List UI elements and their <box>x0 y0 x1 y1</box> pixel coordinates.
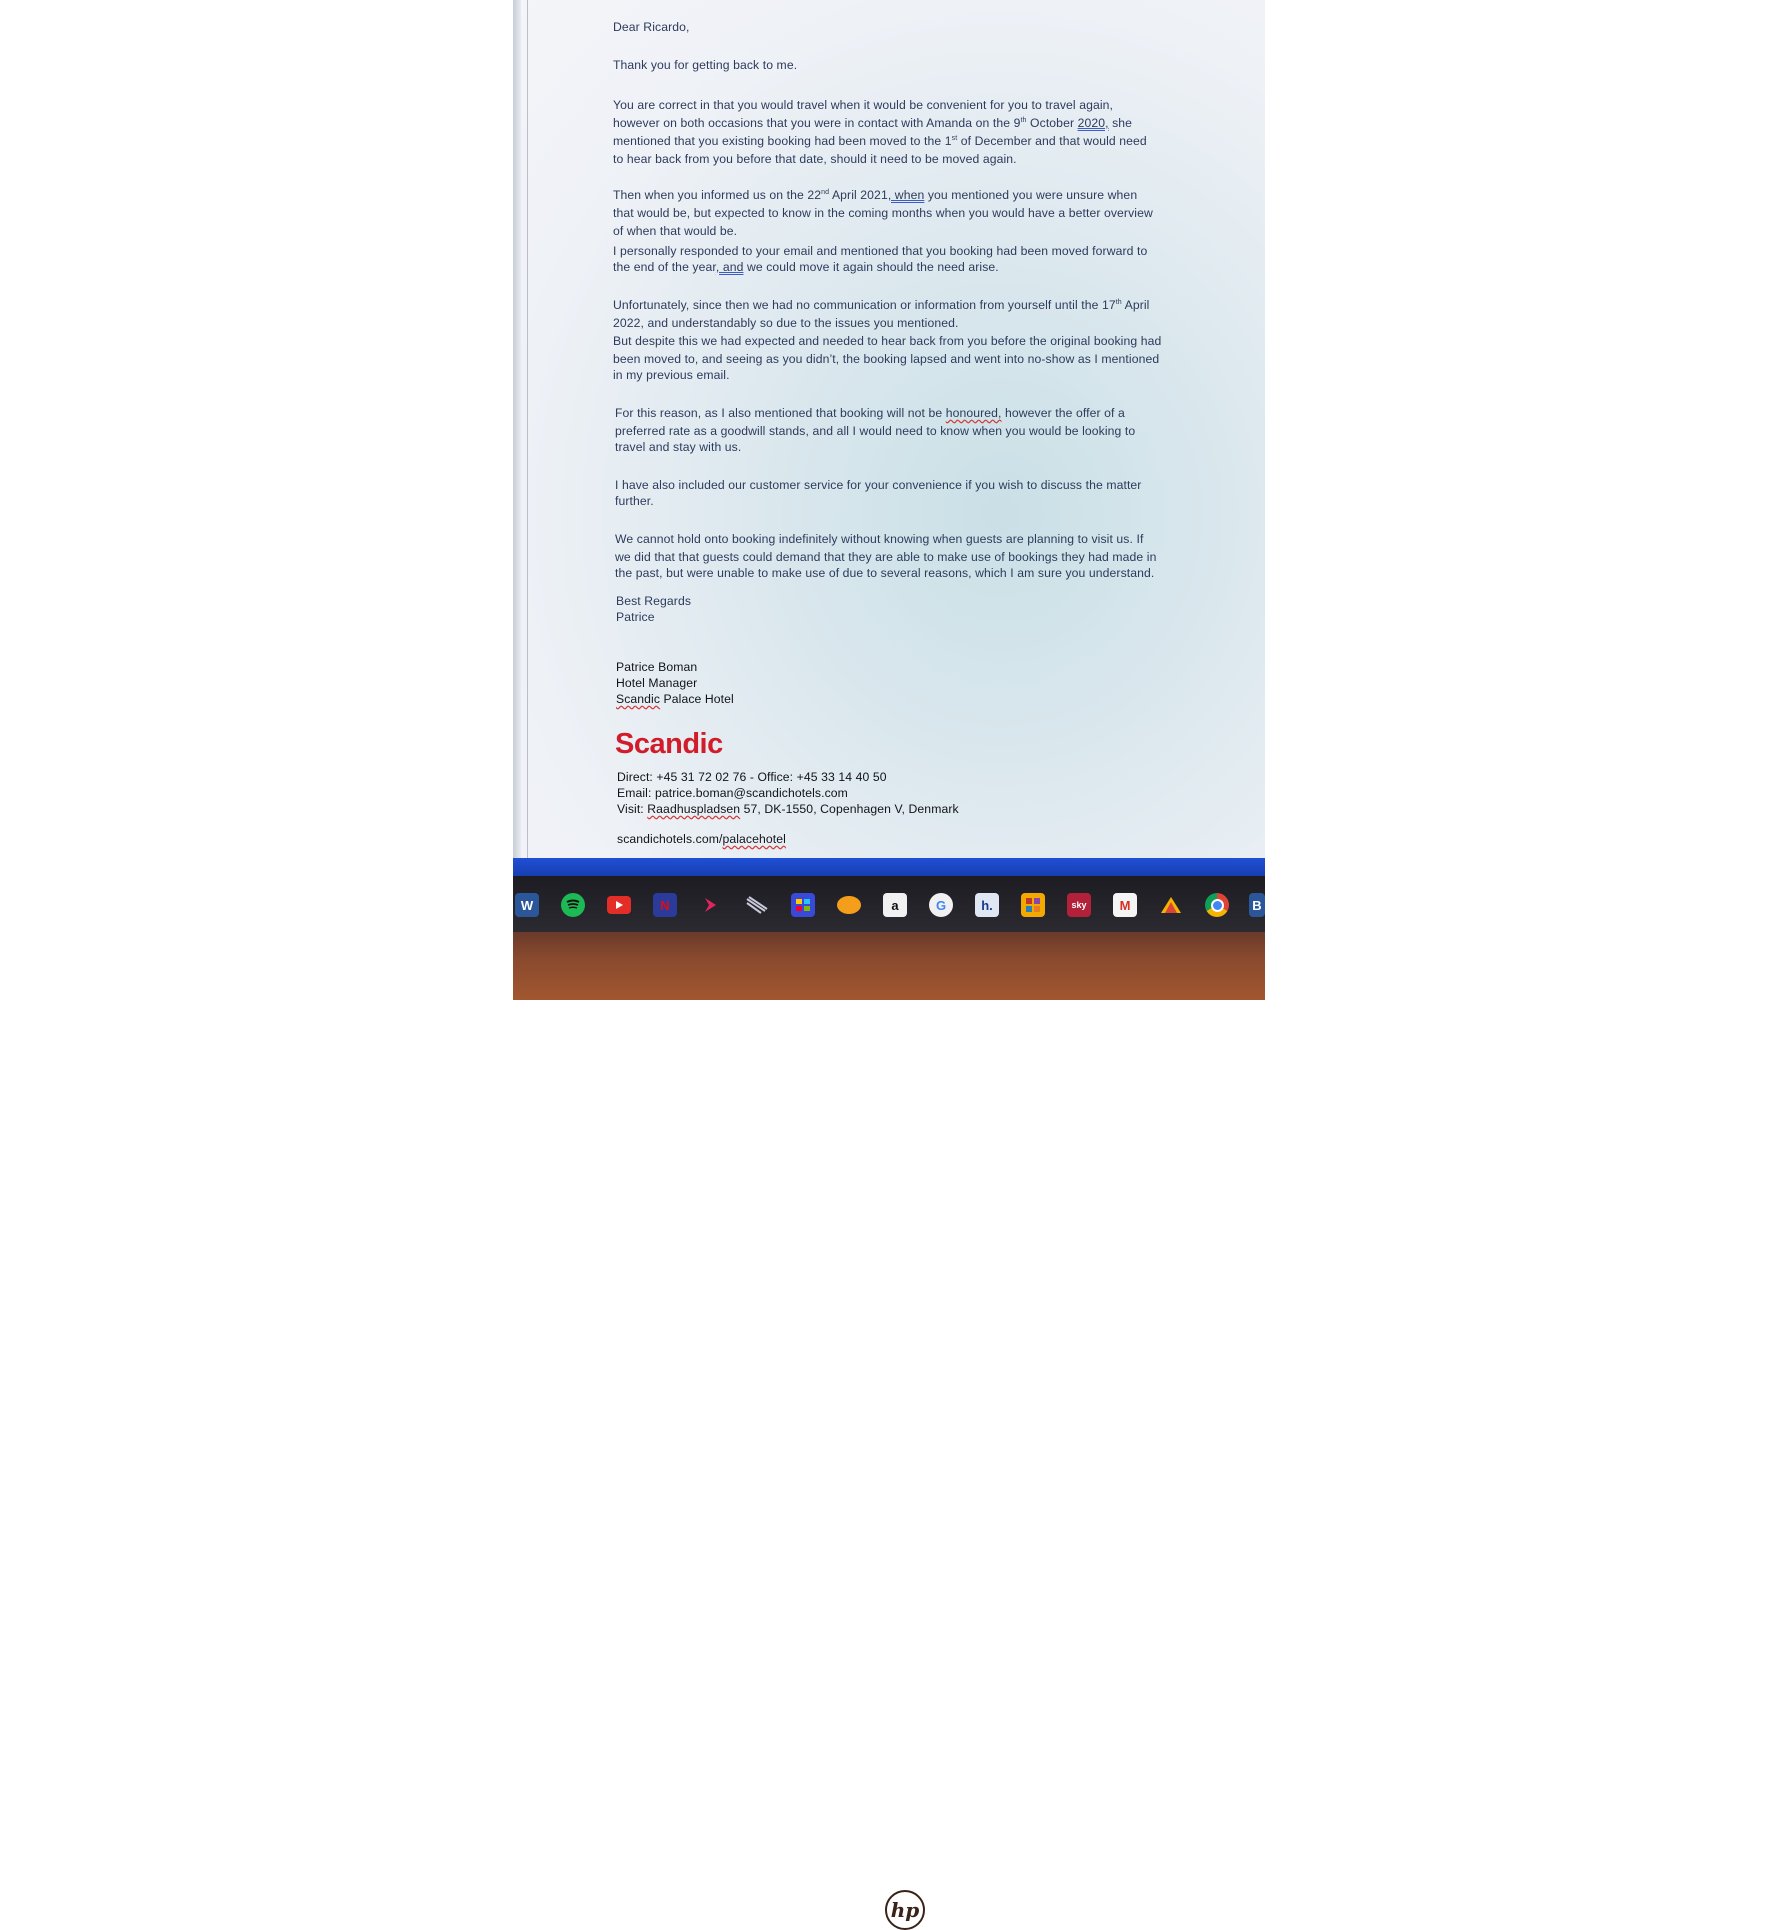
signature-website <box>617 832 786 846</box>
spotify-waves <box>566 899 580 911</box>
google-icon[interactable] <box>929 893 953 917</box>
letter-p2-line-3 <box>613 134 1147 148</box>
gmail-icon-letter: M <box>1119 897 1131 913</box>
letter-p3-line-1 <box>613 188 1137 202</box>
letter-p7-line-2: we did that that guests could demand that they are able to make use of bookings they had made in <box>615 550 1157 564</box>
laptop-bezel <box>513 932 1265 1922</box>
letter-p5-line-3: travel and stay with us. <box>615 440 742 454</box>
app-icon-red[interactable] <box>1159 893 1183 917</box>
text-span: April <box>1121 298 1150 312</box>
chrome-center <box>1211 899 1224 912</box>
letter-paragraph-1: Thank you for getting back to me. <box>613 58 798 72</box>
text-span: however on both occasions that you were in contact with Amanda on the 9 <box>613 116 1021 130</box>
superscript: nd <box>821 188 830 196</box>
app-icon[interactable] <box>699 893 723 917</box>
letter-p5-line-1 <box>615 406 1125 420</box>
letter-greeting: Dear Ricardo, <box>613 20 690 34</box>
letter-p4-line-4: been moved to, and seeing as you didn’t, the booking lapsed and went into no-show as I mentioned <box>613 352 1160 366</box>
gmail-icon[interactable] <box>1113 893 1137 917</box>
amazon-icon-letter: a <box>891 897 899 913</box>
letter-p2-line-2 <box>613 116 1132 130</box>
letter-p4-line-2: 2022, and understandably so due to the issues you mentioned. <box>613 316 959 330</box>
amazon-icon[interactable] <box>883 893 907 917</box>
letter-p7-line-1: We cannot hold onto booking indefinitely without knowing when guests are planning to visit us. If <box>615 532 1144 546</box>
hp-logo-text: hp <box>890 1898 920 1922</box>
google-icon-letter: G <box>935 897 947 913</box>
grid-glyph <box>795 898 811 912</box>
spelling-flag[interactable]: honoured, <box>945 406 1002 420</box>
text-span: For this reason, as I also mentioned that booking will not be <box>615 406 946 420</box>
scandic-logo: Scandic <box>615 728 723 760</box>
signature-email: Email: patrice.boman@scandichotels.com <box>617 786 848 800</box>
text-span: she <box>1108 116 1133 130</box>
superscript: st <box>951 134 958 142</box>
spelling-flag[interactable]: palacehotel <box>722 832 786 846</box>
text-span: of December and that would need <box>957 134 1147 148</box>
text-span: October <box>1026 116 1078 130</box>
hp-logo <box>885 1890 925 1930</box>
signature-name: Patrice Boman <box>616 660 698 674</box>
word-icon-letter: W <box>520 897 534 913</box>
signature-title: Hotel Manager <box>616 676 698 690</box>
grammar-flag[interactable]: , and <box>715 260 744 274</box>
text-span: 57, DK-1550, Copenhagen V, Denmark <box>740 802 959 816</box>
grammar-flag[interactable]: , when <box>887 188 925 202</box>
app-grid-icon[interactable] <box>1021 893 1045 917</box>
play-glyph <box>614 900 624 910</box>
letter-p5-line-2: preferred rate as a goodwill stands, and all I would need to know when you would be looking to <box>615 424 1136 438</box>
letter-closing: Best Regards <box>616 594 692 608</box>
text-span: however the offer of a <box>1001 406 1125 420</box>
photo-of-laptop-screen <box>513 0 1265 1922</box>
netflix-icon-letter: N <box>660 897 670 913</box>
letter-p3-line-5 <box>613 260 999 274</box>
letter-p7-line-3: the past, but were unable to make use of due to several reasons, which I am sure you understand. <box>615 566 1155 580</box>
letter-p3-line-4: I personally responded to your email and mentioned that you booking had been moved forward to <box>613 244 1148 258</box>
text-span: we could move it again should the need arise. <box>743 260 999 274</box>
kayak-icon[interactable] <box>837 896 861 914</box>
arrow-glyph <box>701 895 721 915</box>
letter-p4-line-5: in my previous email. <box>613 368 730 382</box>
letter-p2-line-1: You are correct in that you would travel when it would be convenient for you to travel again, <box>613 98 1114 112</box>
text-span: mentioned that you existing booking had been moved to the 1 <box>613 134 952 148</box>
letter-p6-line-1: I have also included our customer service for your convenience if you wish to discuss the matter <box>615 478 1142 492</box>
netflix-icon[interactable] <box>653 893 677 917</box>
text-span: Palace Hotel <box>660 692 734 706</box>
signature-phone: Direct: +45 31 72 02 76 - Office: +45 33 14 40 50 <box>617 770 887 784</box>
bing-icon-letter: B <box>1252 897 1262 913</box>
youtube-icon[interactable] <box>607 896 631 914</box>
stripes-glyph <box>745 895 769 915</box>
bing-icon[interactable] <box>1249 893 1265 917</box>
letter-p6-line-2: further. <box>615 494 654 508</box>
letter-p4-line-3: But despite this we had expected and needed to hear back from you before the original booking had <box>613 334 1162 348</box>
grammar-flag[interactable]: 2020, <box>1077 116 1109 130</box>
letter-p4-line-1 <box>613 298 1149 312</box>
text-span: Then when you informed us on the 22 <box>613 188 822 202</box>
letter-p2-line-4: to hear back from you before that date, should it need to be moved again. <box>613 152 1017 166</box>
superscript: th <box>1020 116 1027 124</box>
letter-p3-line-2: that would be, but expected to know in the coming months when you would have a better overview <box>613 206 1153 220</box>
text-span: you mentioned you were unsure when <box>924 188 1138 202</box>
sky-icon[interactable] <box>1067 893 1091 917</box>
hotels-icon[interactable] <box>975 893 999 917</box>
store-icon[interactable] <box>791 893 815 917</box>
signature-hotel <box>616 692 734 706</box>
spelling-flag[interactable]: Raadhuspladsen <box>647 802 741 816</box>
text-span: the end of the year <box>613 260 716 274</box>
page-margin-line <box>527 0 528 858</box>
chrome-icon[interactable] <box>1205 893 1229 917</box>
text-span: April 2021 <box>829 188 888 202</box>
text-span: scandichotels.com/ <box>617 832 723 846</box>
text-span: Visit: <box>617 802 648 816</box>
superscript: th <box>1115 298 1122 306</box>
letter-p3-line-3: of when that would be. <box>613 224 738 238</box>
sky-icon-label: sky <box>1071 900 1087 910</box>
signature-address <box>617 802 959 816</box>
hp-audio-icon[interactable] <box>745 893 769 917</box>
word-icon[interactable] <box>515 893 539 917</box>
triangle-glyph <box>1160 896 1182 914</box>
spotify-icon[interactable] <box>561 893 585 917</box>
spelling-flag[interactable]: Scandic <box>616 692 661 706</box>
letter-closing-name: Patrice <box>616 610 655 624</box>
tiles-glyph <box>1025 897 1041 913</box>
taskbar <box>513 876 1265 932</box>
document-page <box>513 0 1265 858</box>
window-status-bar <box>513 858 1265 876</box>
text-span: Unfortunately, since then we had no communication or information from yourself until the 17 <box>613 298 1116 312</box>
hotels-icon-letter: h. <box>981 897 993 913</box>
